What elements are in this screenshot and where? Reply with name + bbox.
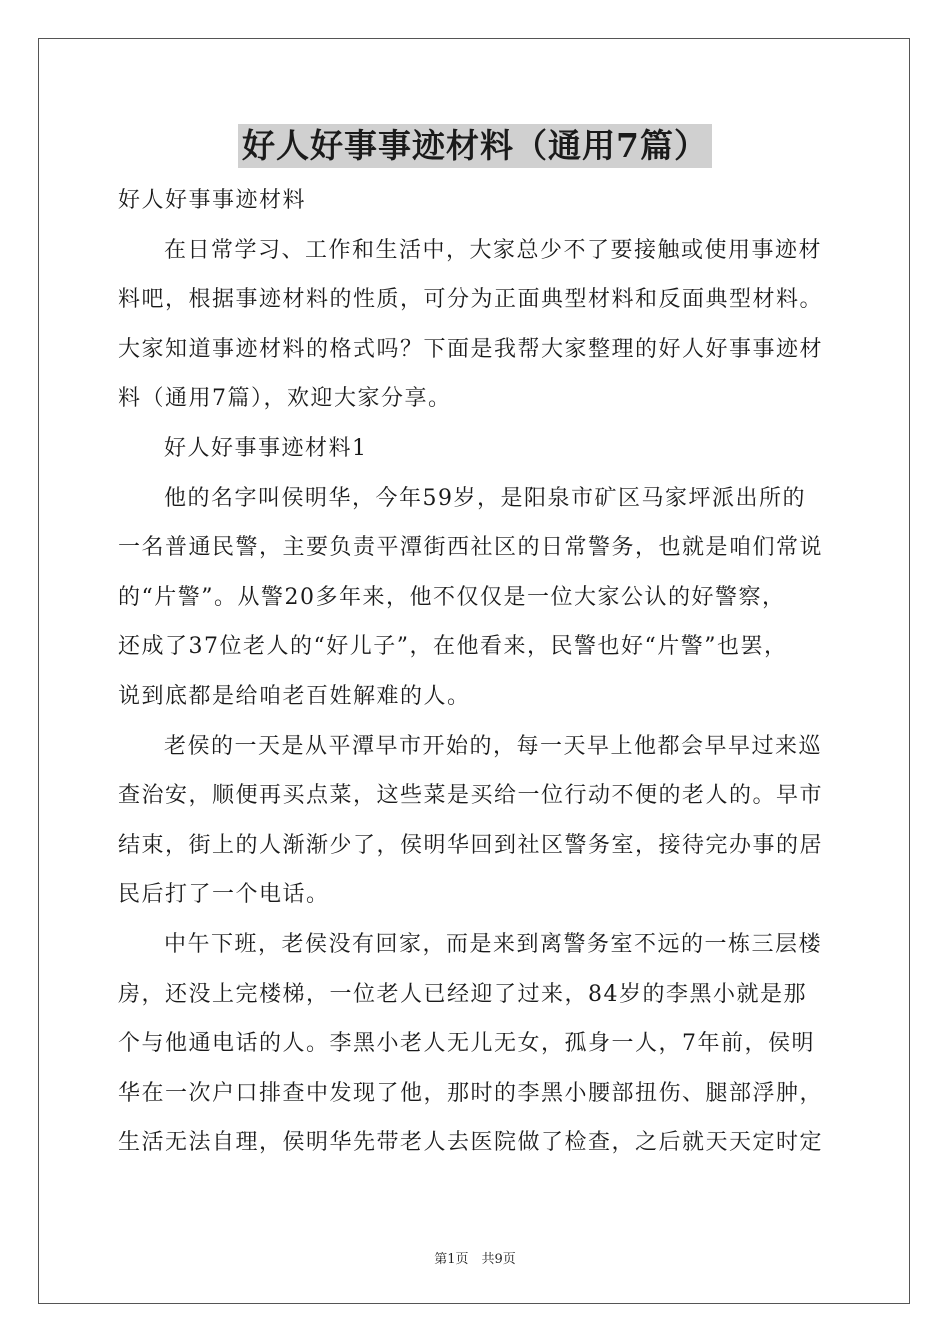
text-line: 料吧，根据事迹材料的性质，可分为正面典型材料和反面典型材料。 <box>118 287 824 313</box>
text-line: 结束，街上的人渐渐少了，侯明华回到社区警务室，接待完办事的居 <box>118 832 824 858</box>
text-line: 房，还没上完楼梯，一位老人已经迎了过来，84岁的李黑小就是那 <box>118 981 807 1007</box>
text-line: 还成了37位老人的“好儿子”，在他看来，民警也好“片警”也罢， <box>118 634 788 660</box>
text-line: 生活无法自理，侯明华先带老人去医院做了检查，之后就天天定时定 <box>118 1130 824 1156</box>
document-body <box>118 176 836 1168</box>
text-line: 中午下班，老侯没有回家，而是来到离警务室不远的一栋三层楼 <box>164 931 823 957</box>
text-line: 一名普通民警，主要负责平潭街西社区的日常警务，也就是咱们常说 <box>118 535 824 561</box>
text-line: 个与他通电话的人。李黑小老人无儿无女，孤身一人，7年前，侯明 <box>118 1031 815 1057</box>
text-line: 在日常学习、工作和生活中，大家总少不了要接触或使用事迹材 <box>164 237 823 263</box>
text-line: 华在一次户口排查中发现了他，那时的李黑小腰部扭伤、腿部浮肿， <box>118 1080 824 1106</box>
text-line: 的“片警”。从警20多年来，他不仅仅是一位大家公认的好警察， <box>118 584 786 610</box>
text-line: 查治安，顺便再买点菜，这些菜是买给一位行动不便的老人的。早市 <box>118 783 824 809</box>
text-line: 料（通用7篇），欢迎大家分享。 <box>118 386 452 412</box>
text-line: 他的名字叫侯明华，今年59岁，是阳泉市矿区马家坪派出所的 <box>164 485 806 511</box>
text-line: 大家知道事迹材料的格式吗？下面是我帮大家整理的好人好事事迹材 <box>118 336 824 362</box>
page-number: 第1页 共9页 <box>434 1252 516 1267</box>
page-footer <box>0 1248 950 1267</box>
text-line: 老侯的一天是从平潭早市开始的，每一天早上他都会早早过来巡 <box>164 733 823 759</box>
text-line: 说到底都是给咱老百姓解难的人。 <box>118 683 471 709</box>
text-line: 民后打了一个电话。 <box>118 882 330 908</box>
text-line: 好人好事事迹材料1 <box>164 435 368 461</box>
text-line: 好人好事事迹材料 <box>118 188 307 213</box>
title-container <box>0 124 950 168</box>
document-title: 好人好事事迹材料（通用7篇） <box>238 124 712 168</box>
